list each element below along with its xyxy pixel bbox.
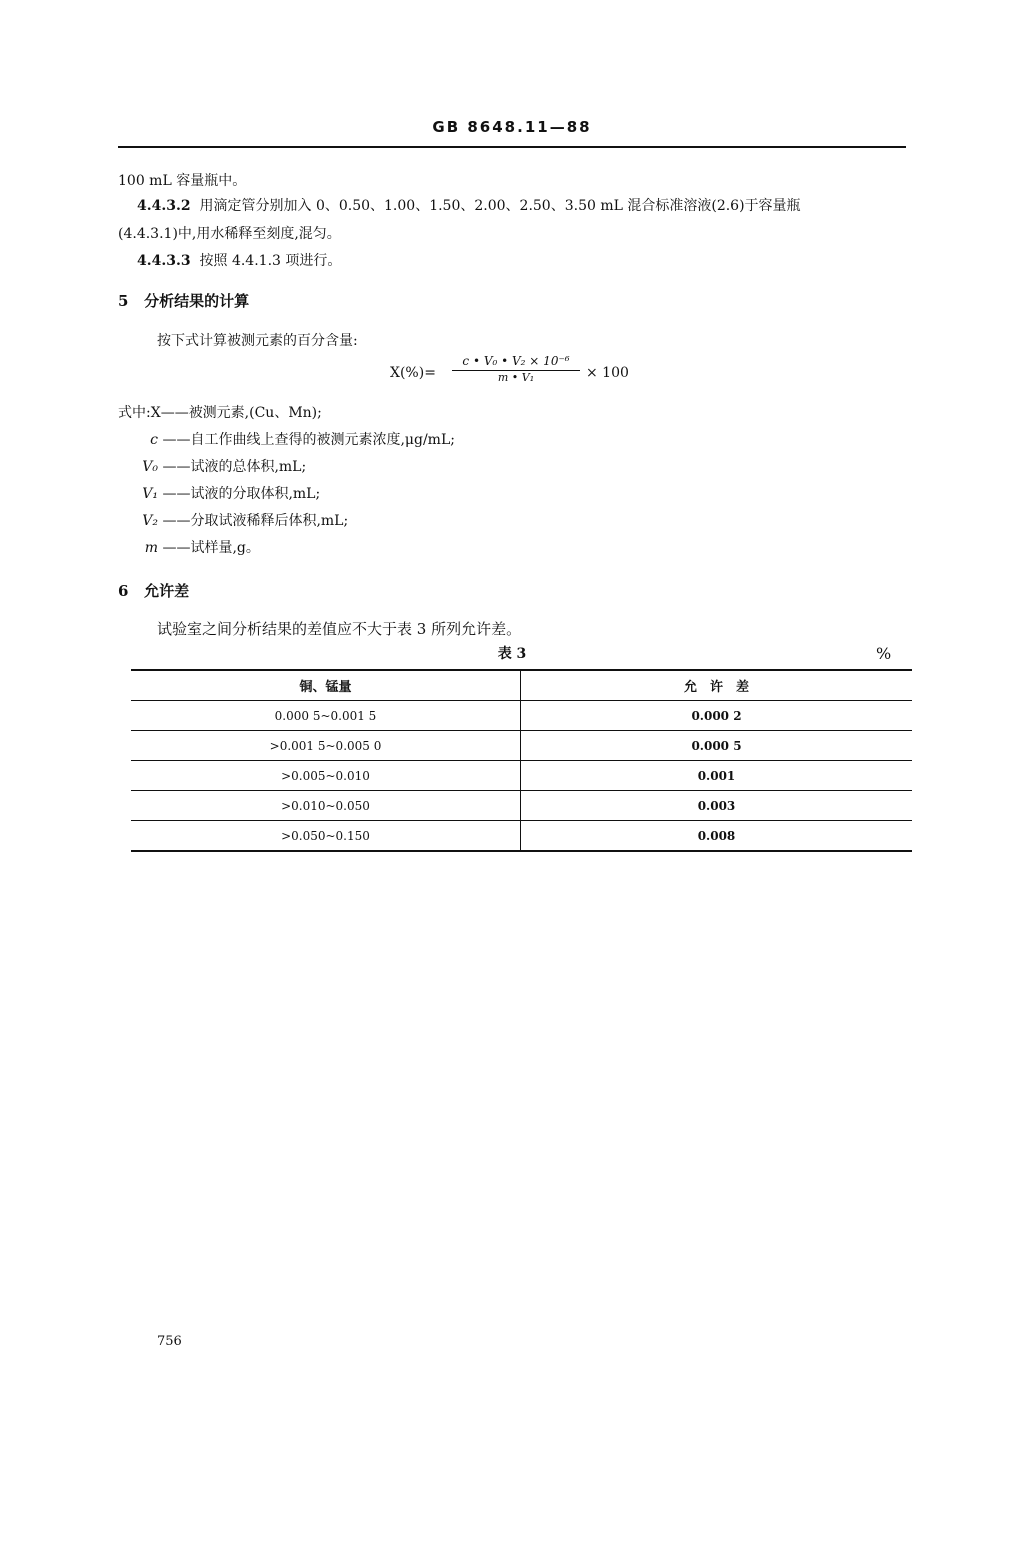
section-6-intro: 试验室之间分析结果的差值应不大于表 3 所列允许差。 bbox=[157, 620, 522, 638]
variable-row bbox=[118, 512, 348, 530]
formula-denominator: m • V₁ bbox=[497, 371, 535, 384]
paragraph-continuation: 100 mL 容量瓶中。 bbox=[118, 173, 247, 189]
section-number: 5 bbox=[118, 292, 129, 310]
section-title: 分析结果的计算 bbox=[144, 292, 250, 310]
header-rule bbox=[118, 146, 906, 148]
table-row bbox=[131, 791, 912, 821]
table-cell: >0.005~0.010 bbox=[131, 761, 521, 791]
variable-row bbox=[118, 458, 306, 476]
table-cell: 0.000 2 bbox=[521, 701, 913, 731]
variable-symbol: V₀ bbox=[142, 459, 158, 475]
formula-numerator: c • V₀ • V₂ × 10⁻⁶ bbox=[452, 353, 580, 371]
variable-row bbox=[118, 539, 260, 557]
variable-symbol: V₂ bbox=[142, 513, 158, 529]
table-cell: 0.003 bbox=[521, 791, 913, 821]
variable-symbol: V₁ bbox=[142, 486, 158, 502]
section-6-heading bbox=[118, 580, 189, 601]
formula-rhs: × 100 bbox=[586, 365, 629, 381]
table-caption: 表 3 bbox=[497, 646, 527, 662]
table-cell: >0.001 5~0.005 0 bbox=[131, 731, 521, 761]
clause-number: 4.4.3.3 bbox=[137, 253, 191, 269]
variable-desc: ——自工作曲线上查得的被测元素浓度,μg/mL; bbox=[162, 432, 455, 448]
table-row bbox=[131, 761, 912, 791]
variable-row bbox=[118, 404, 322, 422]
table-header-cell: 铜、锰量 bbox=[131, 670, 521, 701]
variable-symbol: c bbox=[150, 432, 158, 448]
page-number: 756 bbox=[157, 1334, 182, 1349]
variable-row bbox=[118, 431, 455, 449]
section-5-heading bbox=[118, 290, 249, 311]
table-header-row bbox=[131, 670, 912, 701]
paragraph-4-4-3-2-cont: (4.4.3.1)中,用水稀释至刻度,混匀。 bbox=[118, 226, 341, 242]
paragraph-4-4-3-3 bbox=[137, 252, 341, 270]
variable-symbol: m bbox=[144, 540, 158, 556]
table-cell: >0.050~0.150 bbox=[131, 821, 521, 852]
calculation-formula bbox=[390, 353, 650, 393]
clause-text: 按照 4.4.1.3 项进行。 bbox=[199, 253, 342, 269]
section-title: 允许差 bbox=[144, 582, 190, 600]
document-header-title: GB 8648.11—88 bbox=[432, 118, 592, 136]
formula-fraction bbox=[452, 353, 580, 385]
table-row bbox=[131, 821, 912, 852]
variable-desc: ——分取试液稀释后体积,mL; bbox=[162, 513, 349, 529]
table-cell: 0.008 bbox=[521, 821, 913, 852]
clause-number: 4.4.3.2 bbox=[137, 198, 191, 214]
table-header-cell: 允 许 差 bbox=[521, 670, 913, 701]
table-cell: 0.000 5 bbox=[521, 731, 913, 761]
variable-desc: ——试液的分取体积,mL; bbox=[162, 486, 321, 502]
section-number: 6 bbox=[118, 582, 129, 600]
allowable-difference-table bbox=[131, 669, 912, 852]
table-unit: % bbox=[876, 644, 892, 663]
table-cell: 0.000 5~0.001 5 bbox=[131, 701, 521, 731]
section-5-intro: 按下式计算被测元素的百分含量: bbox=[157, 333, 358, 349]
clause-text: 用滴定管分别加入 0、0.50、1.00、1.50、2.00、2.50、3.50 mL 混合标准溶液(2.6)于容量瓶 bbox=[199, 198, 801, 214]
formula-lhs: X(%)= bbox=[390, 365, 436, 381]
where-label: 式中: bbox=[118, 405, 151, 421]
variable-desc: ——试样量,g。 bbox=[162, 540, 260, 556]
table-cell: 0.001 bbox=[521, 761, 913, 791]
table-cell: >0.010~0.050 bbox=[131, 791, 521, 821]
variable-row bbox=[118, 485, 320, 503]
variable-desc: ——被测元素,(Cu、Mn); bbox=[160, 405, 322, 421]
table-row bbox=[131, 701, 912, 731]
variable-symbol: X bbox=[150, 405, 161, 421]
table-row bbox=[131, 731, 912, 761]
variable-desc: ——试液的总体积,mL; bbox=[162, 459, 307, 475]
paragraph-4-4-3-2 bbox=[137, 197, 801, 215]
